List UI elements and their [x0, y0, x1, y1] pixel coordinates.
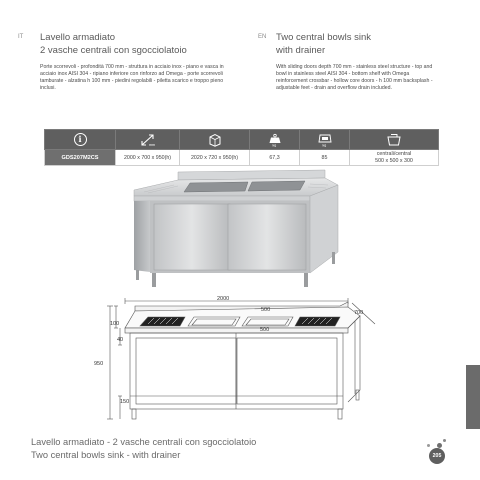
info-icon: i	[74, 133, 87, 146]
page-number: 205	[429, 448, 445, 464]
footer-caption-en: Two central bowls sink - with drainer	[31, 450, 181, 460]
dimensions-unit: mm	[148, 142, 155, 147]
package-dimensions: 2020 x 720 x 950(h)	[180, 150, 250, 166]
spec-icon-row	[45, 130, 439, 150]
technical-drawing	[90, 290, 390, 425]
title-it-line2: 2 vasche centrali con sgocciolatoio	[40, 45, 187, 56]
package-icon-cell	[180, 130, 250, 150]
gross-weight-unit: kg	[322, 143, 326, 147]
product-code: GDS207M2CS	[45, 150, 116, 166]
bowl-spec	[350, 150, 439, 166]
title-en-line2: with drainer	[276, 45, 326, 56]
dim-rim: 40	[117, 337, 124, 343]
bowl-size: 500 x 500 x 300	[375, 157, 413, 164]
net-weight-unit: kg	[272, 143, 276, 147]
dim-height: 950	[94, 361, 104, 367]
product-dimensions: 2000 x 700 x 950(h)	[116, 150, 180, 166]
dimensions-icon-cell	[116, 130, 180, 150]
net-weight: 67,3	[250, 150, 300, 166]
dim-depth: 700	[354, 310, 364, 316]
net-weight-icon-cell	[250, 130, 300, 150]
gross-weight-icon	[317, 133, 333, 147]
dim-bowl-depth: 500	[260, 327, 270, 333]
description-en: With sliding doors depth 700 mm - stainless steel structure - top and bowl in stainless steel AISI 304 - bottom shelf with Omega reinforcement crossbar - hollow core doors - h 100 mm backsplash - adjustable feet - drain and overflow drain included.	[276, 64, 433, 91]
sink-bowl-icon-cell	[350, 130, 439, 150]
gross-weight-icon-cell	[300, 130, 350, 150]
title-en-line1: Two central bowls sink	[276, 32, 372, 43]
gross-weight: 85	[300, 150, 350, 166]
title-it-line1: Lavello armadiato	[40, 32, 115, 43]
dim-width: 2000	[217, 296, 230, 302]
product-image	[120, 160, 360, 295]
lang-code-en: EN	[258, 34, 267, 40]
bowl-position: centrali/central	[376, 151, 412, 157]
sink-bowl-icon	[386, 133, 402, 147]
net-weight-icon	[268, 133, 282, 147]
description-it: Porte scorrevoli - profondità 700 mm - struttura in acciaio inox - piano e vasca in acciaio inox AISI 304 - ripiano inferiore con rinforzo ad Omega - porte scorrevoli tamburate - alzatina h 100 mm - piedini regolabili - piletta scarico e troppo pieno inclusi.	[40, 64, 224, 91]
footer-caption-it: Lavello armadiato - 2 vasche centrali con sgocciolatoio	[31, 437, 257, 447]
dim-backsplash: 100	[110, 321, 120, 327]
section-tab	[466, 365, 480, 429]
page-badge-dot-left	[427, 444, 430, 447]
page-badge-dot-small	[443, 439, 446, 442]
info-icon-cell	[45, 130, 116, 150]
dim-bowl-width: 500	[261, 307, 271, 313]
lang-code-it: IT	[18, 34, 24, 40]
package-icon	[207, 133, 223, 147]
dimensions-icon	[140, 133, 156, 147]
dim-foot: 150	[120, 399, 130, 405]
